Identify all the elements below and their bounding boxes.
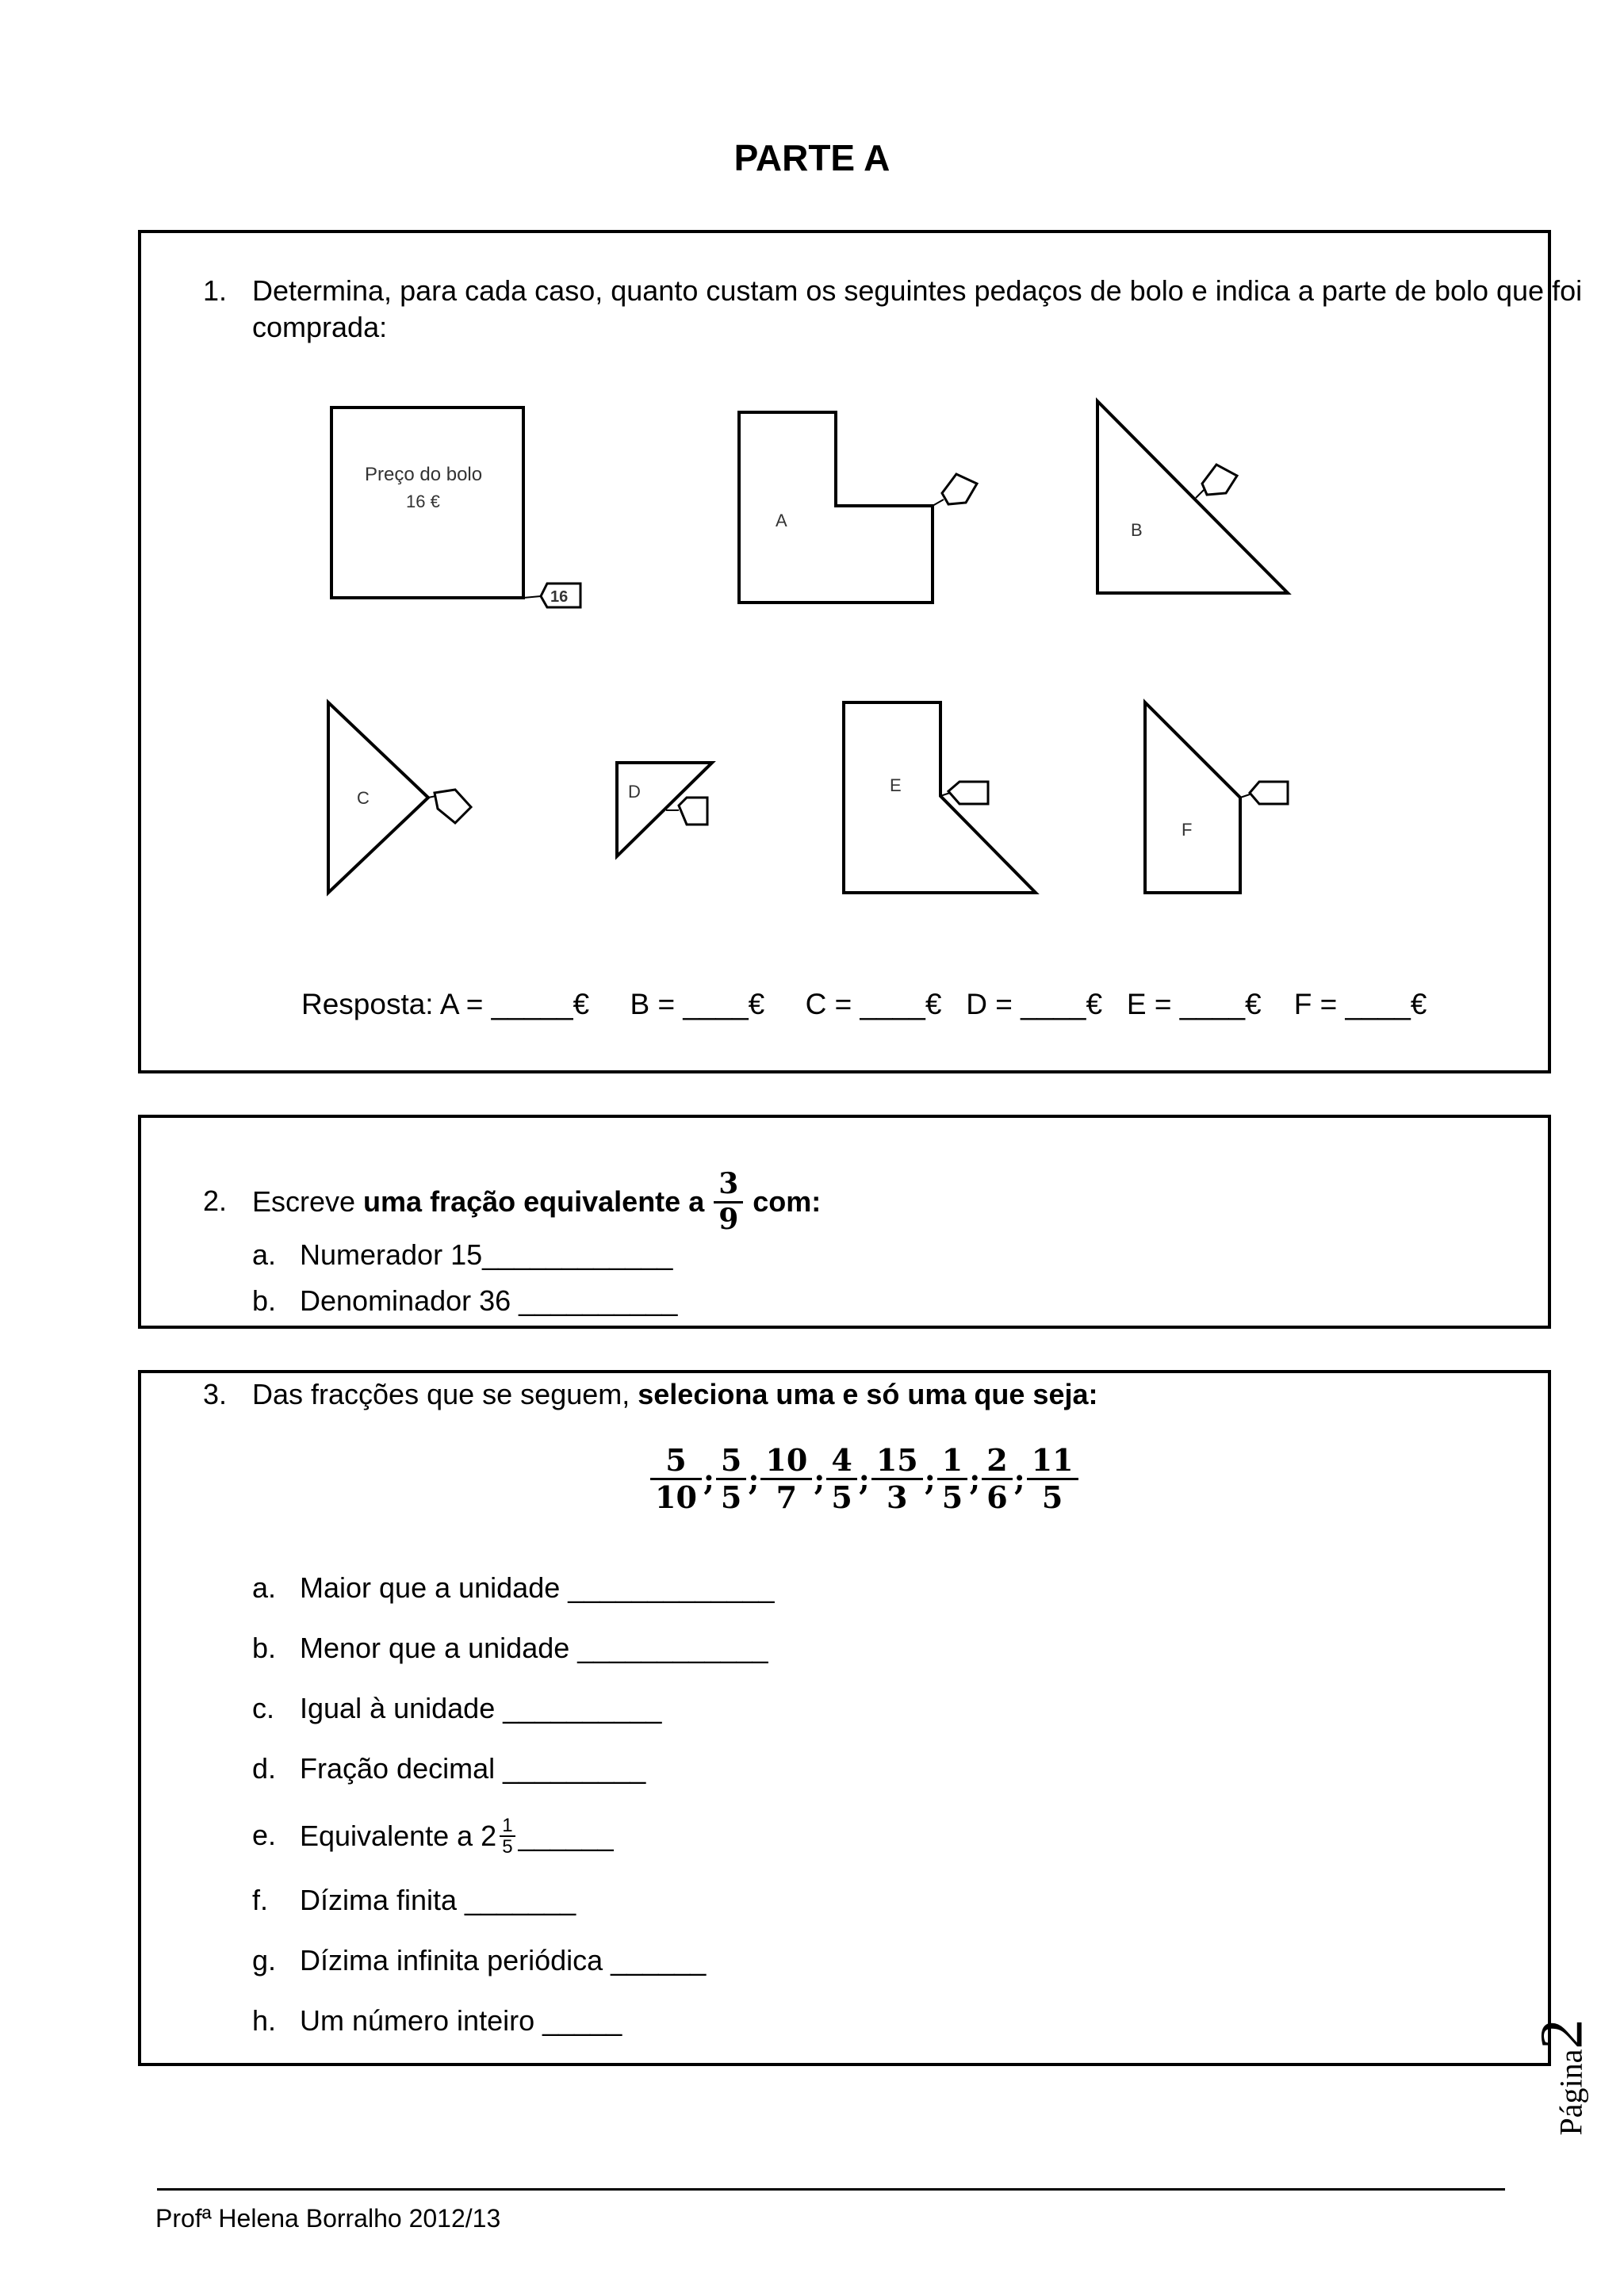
question-2-item-b-text: Denominador 36 __________ bbox=[300, 1284, 678, 1317]
question-3-prompt bbox=[252, 1378, 1098, 1411]
footer-author: Profª Helena Borralho 2012/13 bbox=[155, 2204, 501, 2233]
fraction-2 bbox=[716, 1443, 746, 1514]
question-1-answer-line: Resposta: A = _____€ B = ____€ C = ____€ D = ____€ E = ____€ F = ____€ bbox=[301, 988, 1427, 1020]
question-2-item-b-letter: b. bbox=[252, 1284, 277, 1317]
piece-label-c: C bbox=[357, 788, 370, 808]
question-3-fraction-list bbox=[650, 1443, 1078, 1514]
fraction-separator: ; bbox=[1013, 1460, 1025, 1497]
cake-tag-value: 16 bbox=[550, 588, 569, 606]
question-3-item-b-text: Menor que a unidade ____________ bbox=[300, 1632, 768, 1664]
piece-d-shape bbox=[617, 763, 712, 856]
mixed-number-fraction bbox=[500, 1816, 515, 1857]
piece-a-shape bbox=[739, 412, 933, 603]
piece-d-tag-icon bbox=[679, 798, 707, 825]
question-1-text-line1: Determina, para cada caso, quanto custam os seguintes pedaços de bolo e indica a parte de bolo que foi bbox=[252, 274, 1583, 307]
fraction-4-numerator: 4 bbox=[826, 1443, 856, 1480]
mixed-number-denominator: 5 bbox=[502, 1836, 513, 1858]
question-3-item-d-letter: d. bbox=[252, 1752, 277, 1785]
piece-e-tag-icon bbox=[948, 782, 988, 804]
fraction-6-denominator: 5 bbox=[941, 1479, 963, 1515]
fraction-4 bbox=[826, 1443, 856, 1514]
fraction-7-denominator: 6 bbox=[986, 1479, 1008, 1515]
question-3-item-c-letter: c. bbox=[252, 1692, 275, 1724]
question-3-item-a-text: Maior que a unidade _____________ bbox=[300, 1571, 775, 1604]
piece-label-d: D bbox=[628, 782, 641, 802]
question-3-item-e-blank: ______ bbox=[518, 1820, 614, 1852]
page-title: PARTE A bbox=[733, 137, 891, 178]
fraction-2-denominator: 5 bbox=[720, 1479, 742, 1515]
question-3-text-pre: Das fracções que se seguem, bbox=[252, 1378, 638, 1410]
question-3-item-f-letter: f. bbox=[252, 1884, 269, 1916]
question-2-fraction-denominator: 9 bbox=[718, 1202, 739, 1236]
piece-label-a: A bbox=[776, 511, 787, 530]
question-3-item-h-text: Um número inteiro _____ bbox=[300, 2004, 622, 2037]
question-2-text-bold: uma fração equivalente a bbox=[363, 1185, 705, 1218]
question-3-item-g-text: Dízima infinita periódica ______ bbox=[300, 1944, 707, 1976]
question-2-fraction-numerator: 3 bbox=[714, 1168, 743, 1203]
page-number bbox=[1522, 2006, 1602, 2149]
fraction-5-denominator: 3 bbox=[887, 1479, 908, 1515]
question-3-item-e-letter: e. bbox=[252, 1819, 277, 1851]
question-2-item-a-text: Numerador 15____________ bbox=[300, 1238, 673, 1271]
question-3-item-g-letter: g. bbox=[252, 1944, 277, 1976]
fraction-4-denominator: 5 bbox=[831, 1479, 852, 1515]
piece-label-f: F bbox=[1182, 820, 1193, 840]
cake-price-label-line2: 16 € bbox=[406, 492, 440, 511]
question-3-number: 3. bbox=[203, 1378, 228, 1410]
question-3-item-b-letter: b. bbox=[252, 1632, 277, 1664]
piece-b-tag-icon bbox=[1202, 465, 1237, 495]
fraction-6-numerator: 1 bbox=[937, 1443, 967, 1480]
mixed-number-numerator: 1 bbox=[500, 1816, 515, 1837]
question-3-item-c-text: Igual à unidade __________ bbox=[300, 1692, 662, 1724]
question-2-text-post: com: bbox=[753, 1185, 822, 1218]
cake-price-label-line1: Preço do bolo bbox=[365, 464, 483, 485]
piece-c-tag-icon bbox=[435, 790, 471, 823]
fraction-1-denominator: 10 bbox=[655, 1479, 697, 1515]
question-1-number: 1. bbox=[203, 274, 228, 307]
piece-b-shape bbox=[1097, 401, 1288, 593]
question-3-item-e bbox=[300, 1806, 614, 1866]
question-3-item-a-letter: a. bbox=[252, 1571, 277, 1604]
piece-label-e: E bbox=[890, 775, 902, 795]
fraction-8-numerator: 11 bbox=[1027, 1443, 1078, 1480]
question-2-text-pre: Escreve bbox=[252, 1185, 364, 1218]
fraction-separator: ; bbox=[748, 1460, 760, 1497]
piece-f-shape bbox=[1145, 702, 1240, 893]
question-2-fraction bbox=[714, 1168, 743, 1236]
fraction-5 bbox=[871, 1443, 923, 1514]
fraction-7 bbox=[982, 1443, 1012, 1514]
fraction-separator: ; bbox=[814, 1460, 825, 1497]
page-number-label: Página bbox=[1553, 2049, 1589, 2136]
question-2-number: 2. bbox=[203, 1184, 228, 1217]
question-3-item-d-text: Fração decimal _________ bbox=[300, 1752, 646, 1785]
fraction-separator: ; bbox=[703, 1460, 714, 1497]
piece-f-tag-icon bbox=[1250, 782, 1288, 804]
fraction-7-numerator: 2 bbox=[982, 1443, 1012, 1480]
fraction-separator: ; bbox=[924, 1460, 936, 1497]
fraction-separator: ; bbox=[969, 1460, 981, 1497]
fraction-1 bbox=[650, 1443, 702, 1514]
fraction-separator: ; bbox=[858, 1460, 870, 1497]
fraction-1-numerator: 5 bbox=[650, 1443, 702, 1480]
question-3-item-f-text: Dízima finita _______ bbox=[300, 1884, 576, 1916]
footer-divider bbox=[157, 2188, 1505, 2191]
question-3-item-h-letter: h. bbox=[252, 2004, 277, 2037]
question-1-text-line2: comprada: bbox=[252, 311, 388, 343]
fraction-6 bbox=[937, 1443, 967, 1514]
fraction-2-numerator: 5 bbox=[716, 1443, 746, 1480]
piece-a-tag-icon bbox=[942, 474, 977, 504]
fraction-3-numerator: 10 bbox=[760, 1443, 812, 1480]
question-2-item-a-letter: a. bbox=[252, 1238, 277, 1271]
question-3-item-e-text: Equivalente a 2 bbox=[300, 1820, 497, 1852]
fraction-8 bbox=[1027, 1443, 1078, 1514]
piece-label-b: B bbox=[1131, 520, 1143, 540]
fraction-3 bbox=[760, 1443, 812, 1514]
fraction-3-denominator: 7 bbox=[776, 1479, 798, 1515]
question-2-prompt bbox=[252, 1159, 821, 1245]
piece-e-shape bbox=[844, 702, 1036, 893]
fraction-5-numerator: 15 bbox=[871, 1443, 923, 1480]
question-3-text-bold: seleciona uma e só uma que seja: bbox=[638, 1378, 1098, 1410]
page-number-value: 2 bbox=[1528, 2019, 1595, 2049]
piece-c-shape bbox=[328, 702, 428, 893]
fraction-8-denominator: 5 bbox=[1041, 1479, 1063, 1515]
